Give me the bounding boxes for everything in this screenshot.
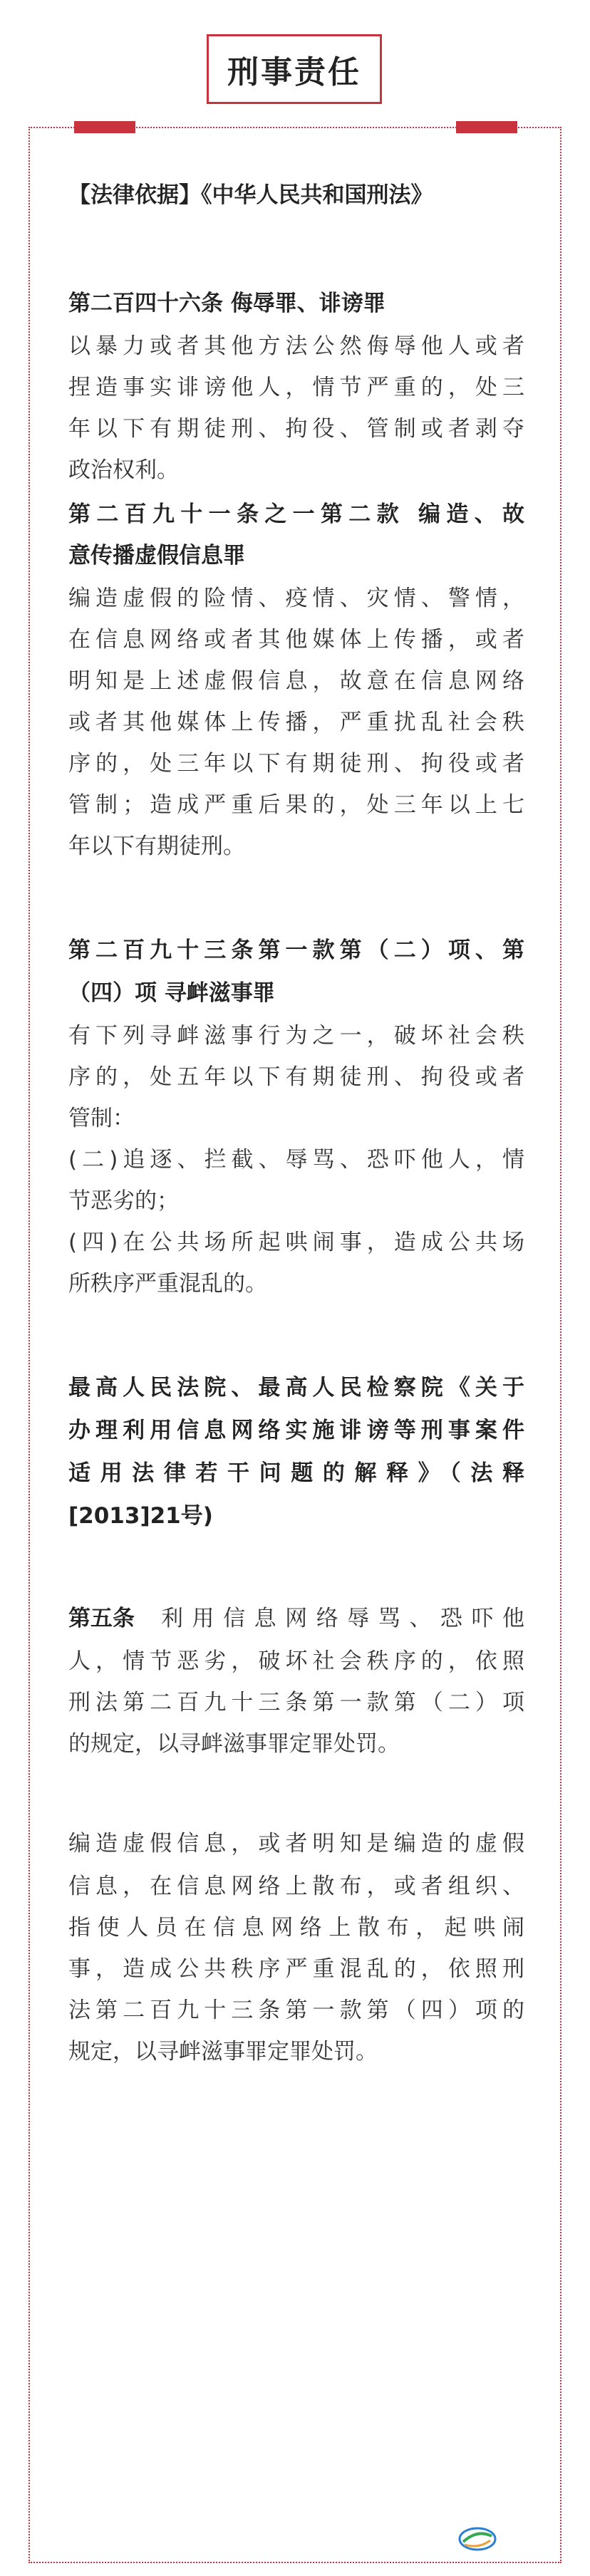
article-293-line: 有下列寻衅滋事行为之一，破坏社会秩 <box>68 1023 524 1049</box>
article-246-heading: 第二百四十六条 侮辱罪、诽谤罪 <box>68 291 385 316</box>
legal-basis-heading: 【法律依据】《中华人民共和国刑法》 <box>68 182 433 208</box>
page-title-box <box>207 34 382 104</box>
article-293-line: 节恶劣的； <box>68 1188 179 1214</box>
page-title: 刑事责任 <box>227 54 361 90</box>
article-291-line: 明知是上述虚假信息，故意在信息网络 <box>68 668 524 694</box>
article-291-line: 管制；造成严重后果的，处三年以上七 <box>68 792 524 818</box>
article-5-para2-line: 规定，以寻衅滋事罪定罪处罚。 <box>68 2039 378 2065</box>
article-291-line: 年以下有期徒刑。 <box>68 833 245 859</box>
article-5-para2-line: 法第二百九十三条第一款第（四）项的 <box>68 1998 524 2023</box>
article-293-heading: 第二百九十三条第一款第（二）项、第 <box>68 938 524 963</box>
content-frame <box>29 127 561 2563</box>
article-291-line: 或者其他媒体上传播，严重扰乱社会秩 <box>68 710 524 735</box>
article-291-line: 在信息网络或者其他媒体上传播，或者 <box>68 627 524 653</box>
logo-icon <box>457 2526 497 2552</box>
article-293-line: 管制： <box>68 1106 135 1131</box>
article-5-line: 利用信息网络辱骂、恐吓他 <box>161 1606 524 1631</box>
interpretation-heading: 办理利用信息网络实施诽谤等刑事案件 <box>68 1418 524 1443</box>
article-291-line: 序的，处三年以下有期徒刑、拘役或者 <box>68 751 524 777</box>
interpretation-heading: [2013]21号) <box>68 1503 213 1529</box>
article-291-heading: 第二百九十一条之一第二款 编造、故 <box>68 502 524 527</box>
interpretation-heading: 最高人民法院、最高人民检察院《关于 <box>68 1375 524 1401</box>
article-5-para2-line: 信息，在信息网络上散布，或者组织、 <box>68 1874 524 1899</box>
article-246-line: 捏造事实诽谤他人，情节严重的，处三 <box>68 375 524 400</box>
article-293-line: (二)追逐、拦截、辱骂、恐吓他人，情 <box>68 1147 524 1173</box>
article-246-line: 年以下有期徒刑、拘役、管制或者剥夺 <box>68 416 524 442</box>
article-246-line: 以暴力或者其他方法公然侮辱他人或者 <box>68 333 524 359</box>
article-293-line: (四)在公共场所起哄闹事，造成公共场 <box>68 1230 524 1255</box>
article-5-line: 刑法第二百九十三条第一款第（二）项 <box>68 1690 524 1715</box>
frame-accent-left <box>74 121 135 133</box>
article-5-para2-line: 编造虚假信息，或者明知是编造的虚假 <box>68 1831 524 1856</box>
article-5-para2-line: 指使人员在信息网络上散布，起哄闹 <box>68 1915 524 1941</box>
article-5-para2-line: 事，造成公共秩序严重混乱的，依照刑 <box>68 1956 524 1982</box>
interpretation-heading: 适用法律若干问题的解释》（法释 <box>68 1460 524 1486</box>
article-293-heading: （四）项 寻衅滋事罪 <box>68 980 275 1006</box>
article-291-line: 编造虚假的险情、疫情、灾情、警情， <box>68 586 524 611</box>
article-293-line: 所秩序严重混乱的。 <box>68 1271 267 1297</box>
article-246-line: 政治权利。 <box>68 457 179 483</box>
frame-accent-right <box>456 121 517 133</box>
article-291-heading: 意传播虚假信息罪 <box>68 543 245 568</box>
article-5-label: 第五条 <box>68 1606 135 1631</box>
article-293-line: 序的，处五年以下有期徒刑、拘役或者 <box>68 1064 524 1090</box>
article-5-line: 的规定，以寻衅滋事罪定罪处罚。 <box>68 1731 400 1757</box>
article-5-line: 人，情节恶劣，破坏社会秩序的，依照 <box>68 1648 524 1674</box>
